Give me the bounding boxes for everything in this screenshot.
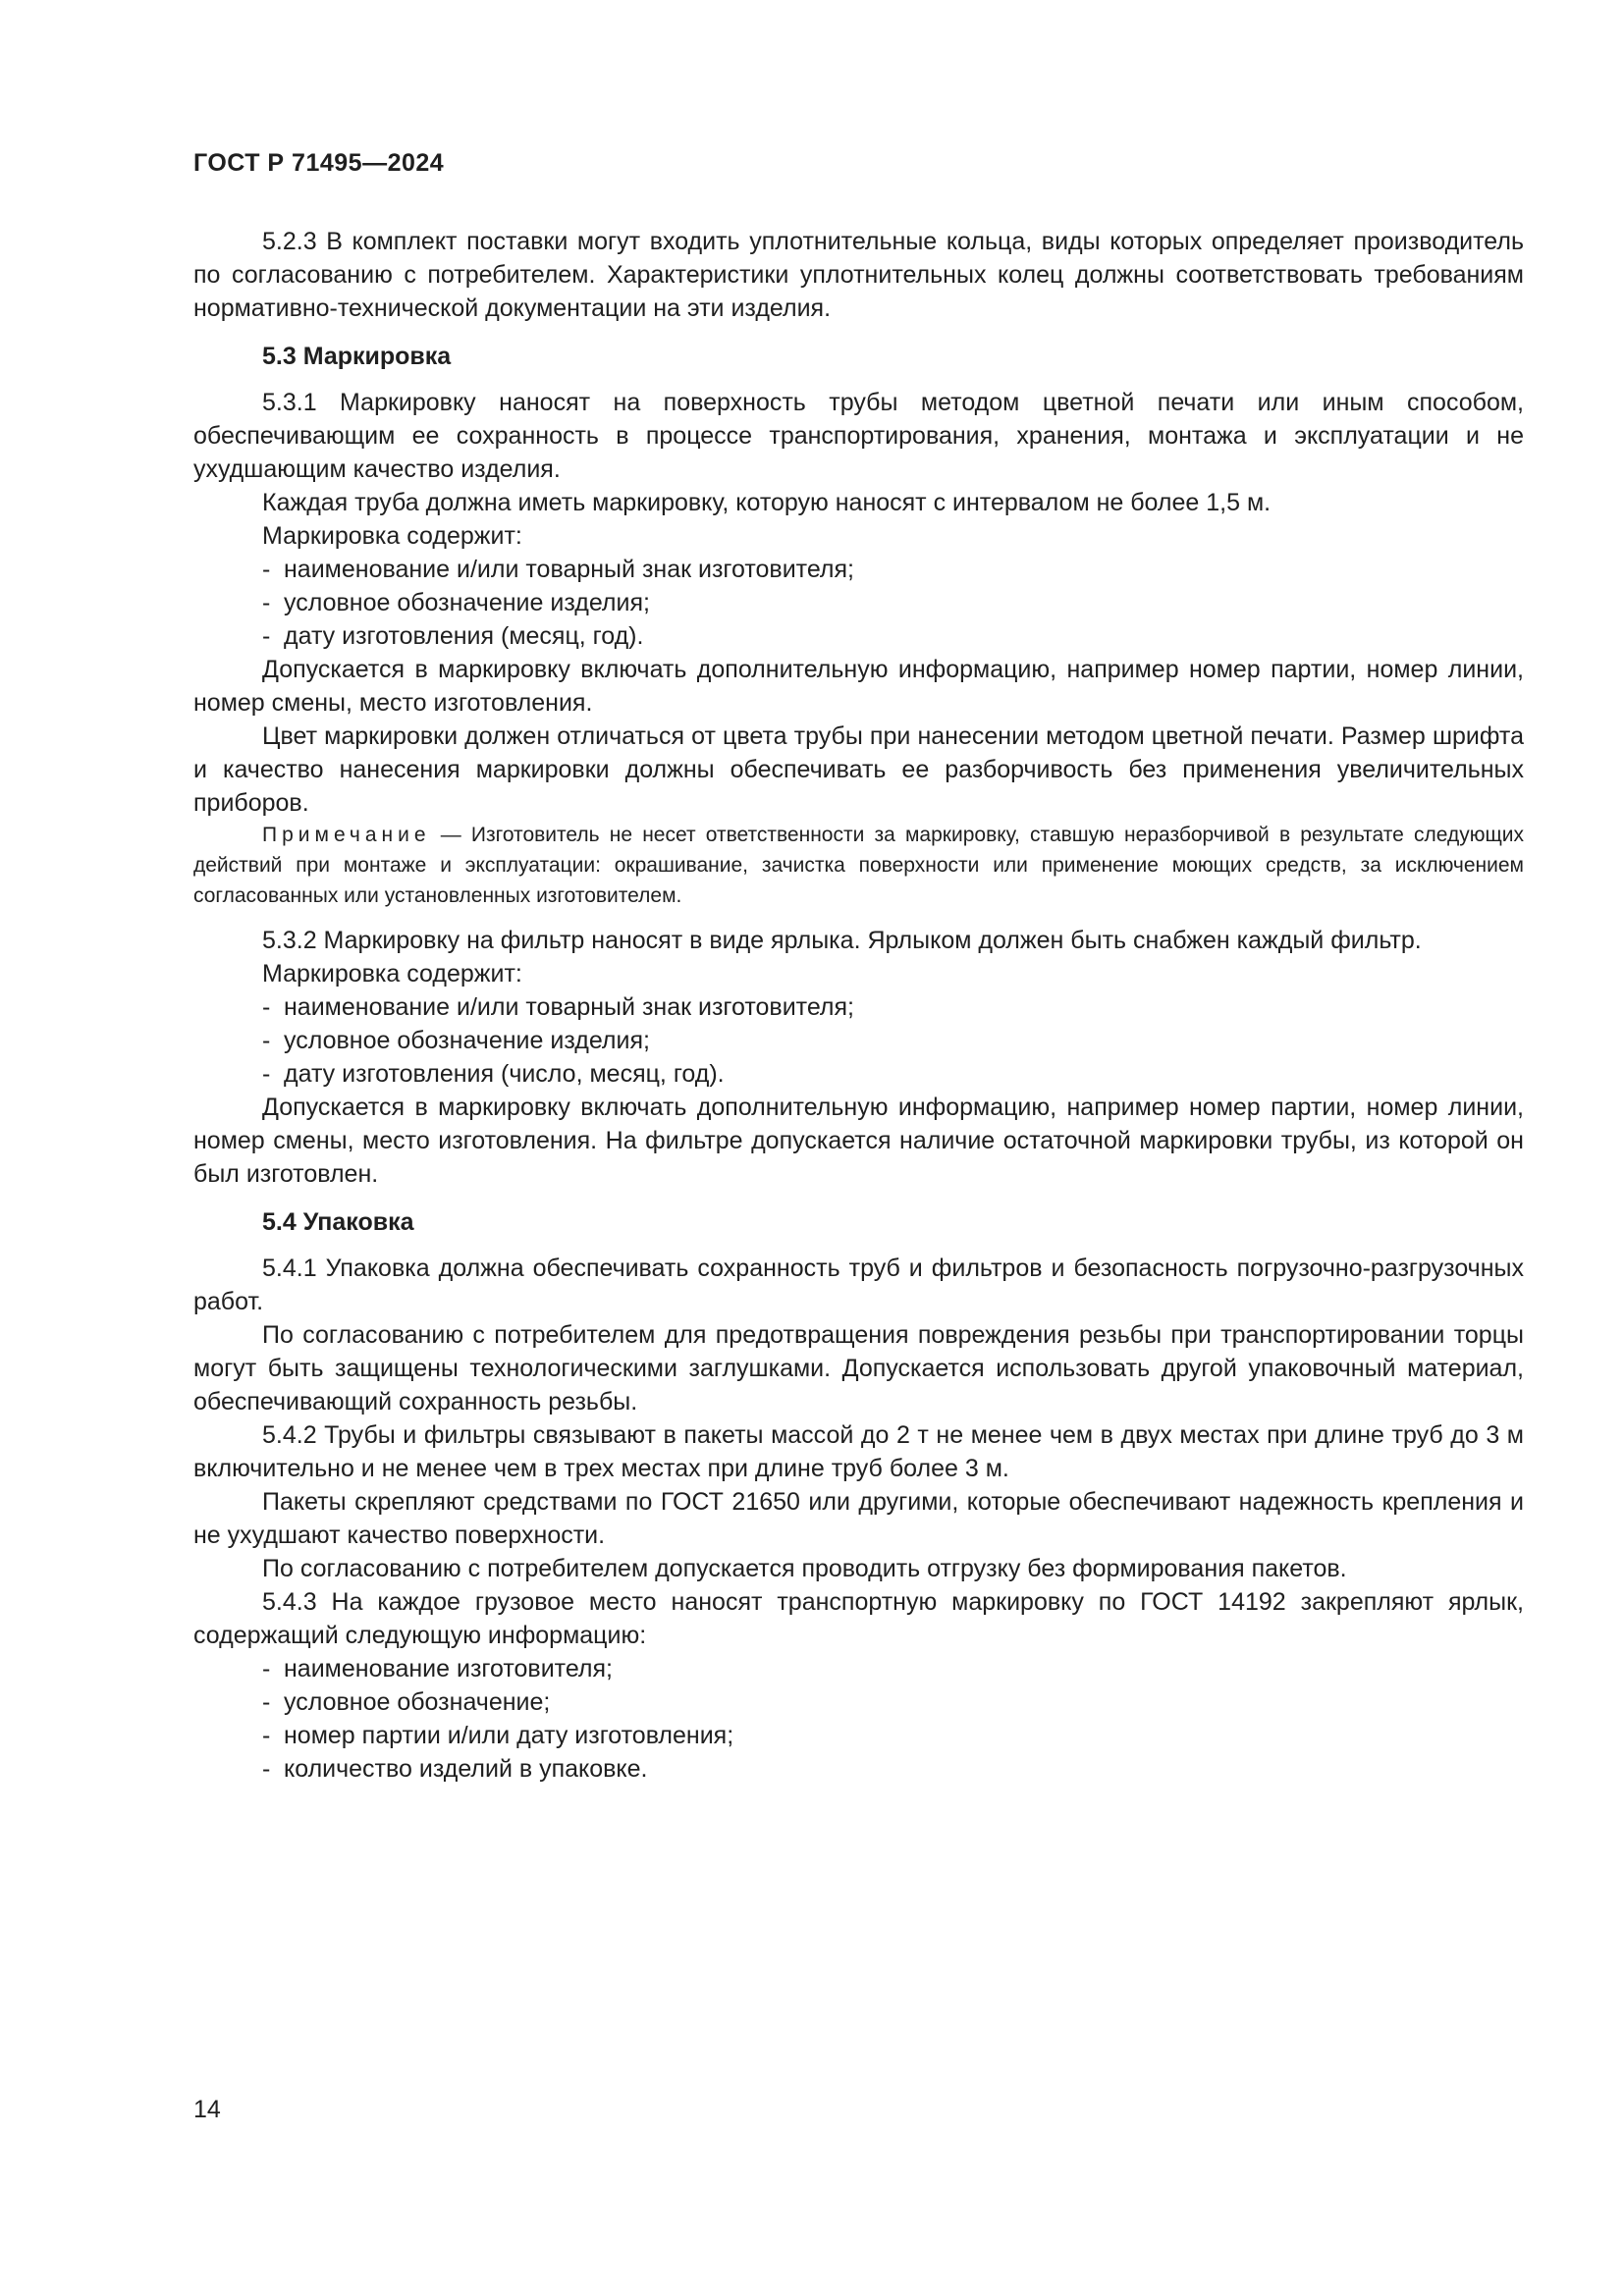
label-info-list <box>193 1652 1524 1786</box>
paragraph-5-3-2-additional: Допускается в маркировку включать дополнительную информацию, например номер партии, номер линии, номер смены, место изготовления. На фильтре допускается наличие остаточной маркировки трубы, из которой он был изготовлен. <box>193 1094 1524 1188</box>
list-item: - дату изготовления (месяц, год). <box>262 619 1524 653</box>
section-heading-5-3: 5.3 Маркировка <box>262 343 452 370</box>
list-item: - условное обозначение изделия; <box>262 1024 1524 1057</box>
paragraph-5-4-1-plugs: По согласованию с потребителем для предотвращения повреждения резьбы при транспортировании торцы могут быть защищены технологическими заглушками. Допускается использовать другой упаковочный материал, обеспечивающий сохранность резьбы. <box>193 1321 1524 1415</box>
list-item: - дату изготовления (число, месяц, год). <box>262 1057 1524 1091</box>
paragraph-5-3-2-contents: Маркировка содержит: <box>262 960 522 988</box>
note-text: — Изготовитель не несет ответственности за маркировку, ставшую неразборчивой в результате следующих действий при монтаже и эксплуатации: окрашивание, зачистка поверхности или применение моющих средств, за исключением согласованных или установленных изготовителем. <box>193 824 1524 907</box>
note <box>193 820 1524 911</box>
section-heading-5-4: 5.4 Упаковка <box>262 1208 414 1236</box>
list-item: - наименование изготовителя; <box>262 1652 1524 1685</box>
paragraph-5-2-3: 5.2.3 В комплект поставки могут входить уплотнительные кольца, виды которых определяет производитель по согласованию с потребителем. Характеристики уплотнительных колец должны соответствовать требованиям нормативно-технической документации на эти изделия. <box>193 228 1524 322</box>
paragraph-5-3-2: 5.3.2 Маркировку на фильтр наносят в виде ярлыка. Ярлыком должен быть снабжен каждый фильтр. <box>262 927 1422 954</box>
paragraph-5-4-2-fastening: Пакеты скрепляют средствами по ГОСТ 21650 или другими, которые обеспечивают надежность крепления и не ухудшают качество поверхности. <box>193 1488 1524 1549</box>
marking-list-filter <box>193 990 1524 1091</box>
marking-list-pipe <box>193 553 1524 653</box>
list-item: - условное обозначение; <box>262 1685 1524 1719</box>
paragraph-5-4-1: 5.4.1 Упаковка должна обеспечивать сохранность труб и фильтров и безопасность погрузочно-разгрузочных работ. <box>193 1255 1524 1315</box>
paragraph-5-3-1-interval: Каждая труба должна иметь маркировку, которую наносят с интервалом не более 1,5 м. <box>262 489 1272 516</box>
page-number: 14 <box>193 2096 221 2123</box>
paragraph-5-4-2: 5.4.2 Трубы и фильтры связывают в пакеты массой до 2 т не менее чем в двух местах при длине труб до 3 м включительно и не менее чем в трех местах при длине труб более 3 м. <box>193 1421 1524 1482</box>
paragraph-5-4-2-shipment: По согласованию с потребителем допускается проводить отгрузку без формирования пакетов. <box>262 1555 1347 1582</box>
document-body <box>193 225 1524 1786</box>
paragraph-5-3-1-color: Цвет маркировки должен отличаться от цвета трубы при нанесении методом цветной печати. Размер шрифта и качество нанесения маркировки должны обеспечивать ее разборчивость без применения увеличительных приборов. <box>193 722 1524 817</box>
list-item: - количество изделий в упаковке. <box>262 1752 1524 1786</box>
paragraph-5-4-3: 5.4.3 На каждое грузовое место наносят транспортную маркировку по ГОСТ 14192 закрепляют ярлык, содержащий следующую информацию: <box>193 1588 1524 1649</box>
list-item: - наименование и/или товарный знак изготовителя; <box>262 553 1524 586</box>
document-header: ГОСТ Р 71495—2024 <box>193 149 445 177</box>
paragraph-5-3-1-additional: Допускается в маркировку включать дополнительную информацию, например номер партии, номер линии, номер смены, место изготовления. <box>193 656 1524 717</box>
list-item: - наименование и/или товарный знак изготовителя; <box>262 990 1524 1024</box>
list-item: - условное обозначение изделия; <box>262 586 1524 619</box>
paragraph-5-3-1-contents: Маркировка содержит: <box>262 522 522 550</box>
paragraph-5-3-1: 5.3.1 Маркировку наносят на поверхность трубы методом цветной печати или иным способом, обеспечивающим ее сохранность в процессе транспортирования, хранения, монтажа и эксплуатации и не ухудшающим качество изделия. <box>193 389 1524 483</box>
note-label: Примечание <box>262 824 431 846</box>
list-item: - номер партии и/или дату изготовления; <box>262 1719 1524 1752</box>
